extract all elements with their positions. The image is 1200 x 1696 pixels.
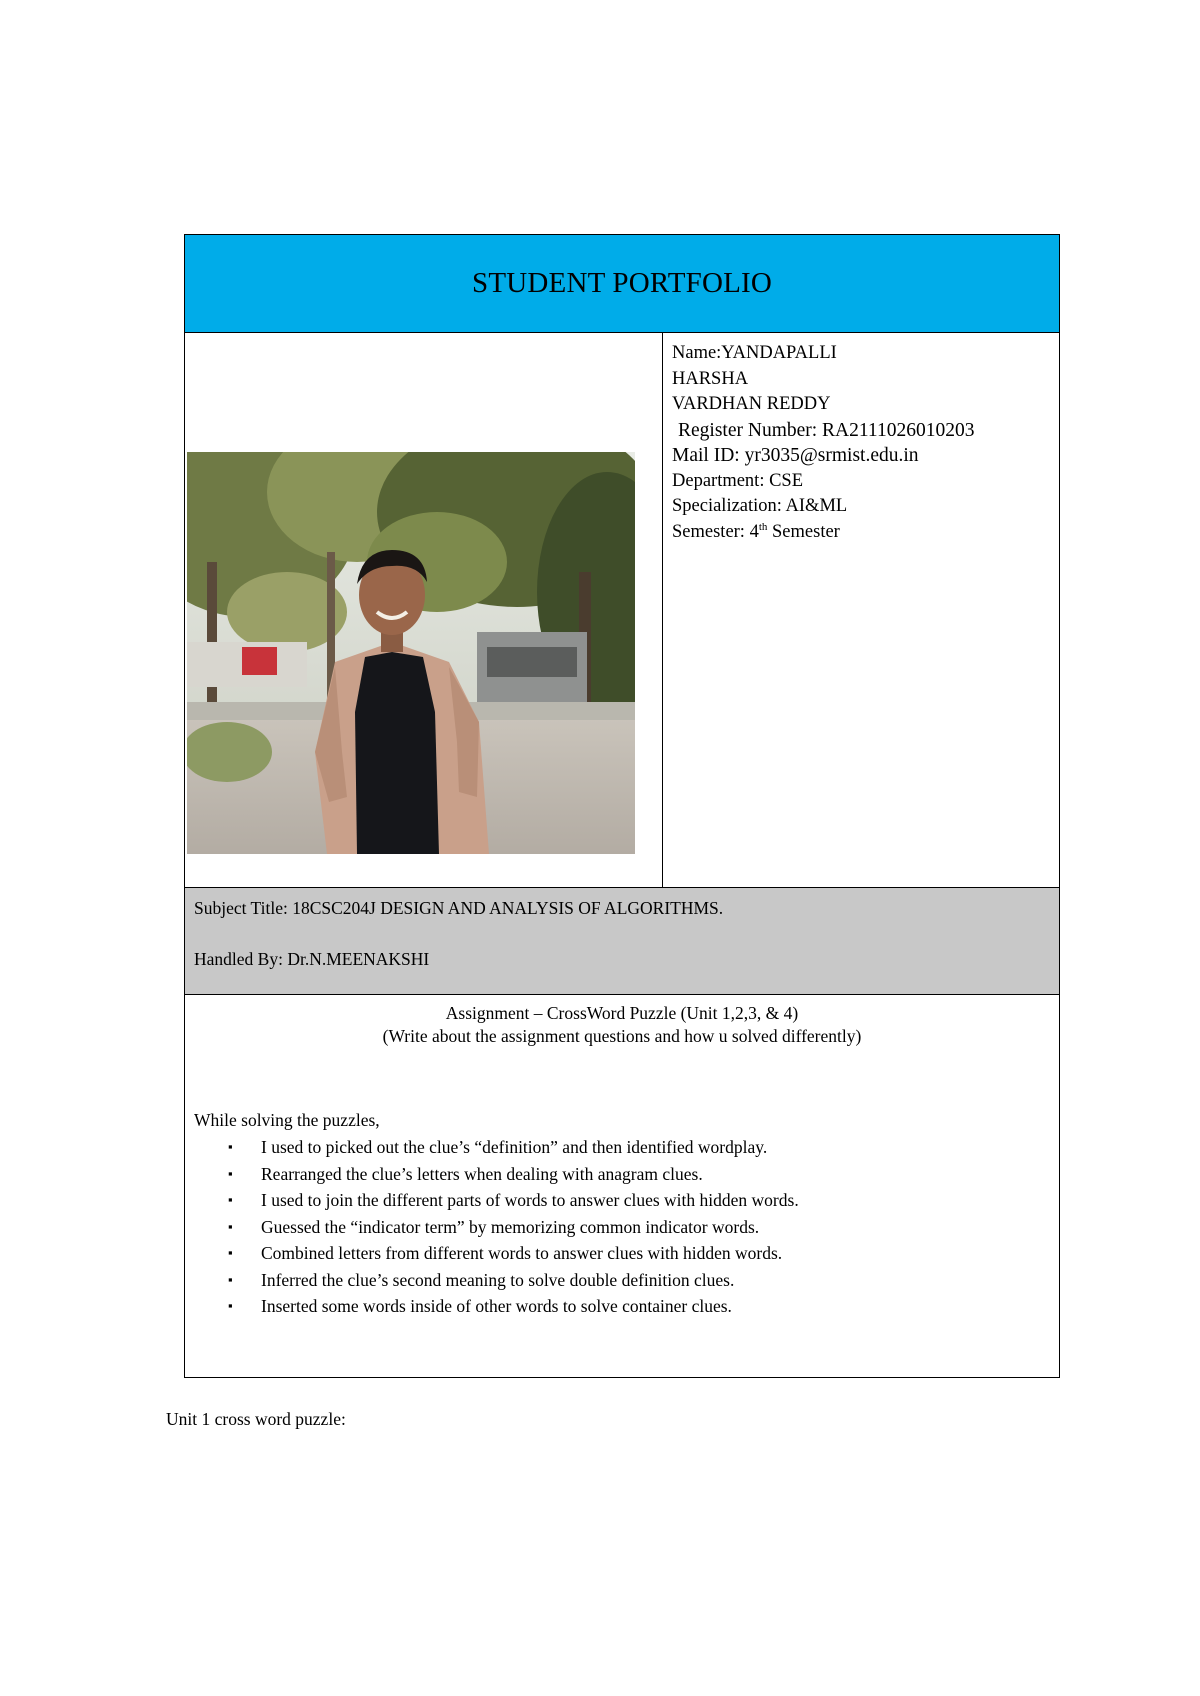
bullet-icon: ▪ xyxy=(228,1271,233,1287)
list-item: ▪ Guessed the “indicator term” by memorizing common indicator words. xyxy=(261,1214,1059,1241)
specialization: Specialization: AI&ML xyxy=(672,496,848,516)
register-number: Register Number: RA2111026010203 xyxy=(678,419,975,441)
semester-superscript: th xyxy=(758,520,768,533)
student-photo xyxy=(187,452,635,854)
list-item: ▪ Inferred the clue’s second meaning to solve double definition clues. xyxy=(261,1267,1059,1294)
photo-cell xyxy=(185,333,663,887)
subject-section xyxy=(185,887,1059,995)
assignment-section xyxy=(185,995,1059,1377)
bullet-icon: ▪ xyxy=(228,1218,233,1234)
student-name-line3: VARDHAN REDDY xyxy=(672,394,831,414)
portfolio-title: STUDENT PORTFOLIO xyxy=(472,267,772,299)
semester-suffix: Semester xyxy=(767,521,840,542)
list-item: ▪ Combined letters from different words to answer clues with hidden words. xyxy=(261,1240,1059,1267)
bullet-icon: ▪ xyxy=(228,1192,233,1207)
list-item: ▪ I used to join the different parts of words to answer clues with hidden words. xyxy=(261,1187,1059,1214)
student-details xyxy=(663,333,1059,887)
assignment-title: Assignment – CrossWord Puzzle (Unit 1,2,3, & 4) xyxy=(445,1003,799,1023)
assignment-intro: While solving the puzzles, xyxy=(194,1110,380,1130)
mail-id: Mail ID: yr3035@srmist.edu.in xyxy=(672,445,919,466)
handled-by: Handled By: Dr.N.MEENAKSHI xyxy=(194,949,430,969)
subject-title: Subject Title: 18CSC204J DESIGN AND ANALYSIS OF ALGORITHMS. xyxy=(194,898,724,918)
bullet-icon: ▪ xyxy=(228,1139,233,1154)
student-name-line2: HARSHA xyxy=(672,368,749,389)
portfolio-header xyxy=(185,235,1059,333)
solving-steps-list xyxy=(185,1134,1059,1320)
bullet-icon: ▪ xyxy=(228,1245,233,1260)
assignment-subtitle: (Write about the assignment questions and how u solved differently) xyxy=(382,1026,862,1046)
unit1-puzzle-heading: Unit 1 cross word puzzle: xyxy=(166,1409,346,1429)
list-item: ▪ Inserted some words inside of other words to solve container clues. xyxy=(261,1293,1059,1320)
department: Department: CSE xyxy=(672,470,804,491)
list-item: ▪ Rearranged the clue’s letters when dealing with anagram clues. xyxy=(261,1161,1059,1188)
assignment-heading xyxy=(185,1002,1059,1048)
list-item: ▪ I used to picked out the clue’s “definition” and then identified wordplay. xyxy=(261,1134,1059,1161)
student-portfolio-table xyxy=(184,234,1060,1378)
student-name-line1: Name:YANDAPALLI xyxy=(672,343,837,363)
bullet-icon: ▪ xyxy=(228,1298,233,1313)
semester-prefix: Semester: 4 xyxy=(672,521,759,542)
semester xyxy=(672,520,1059,546)
bullet-icon: ▪ xyxy=(228,1165,233,1181)
